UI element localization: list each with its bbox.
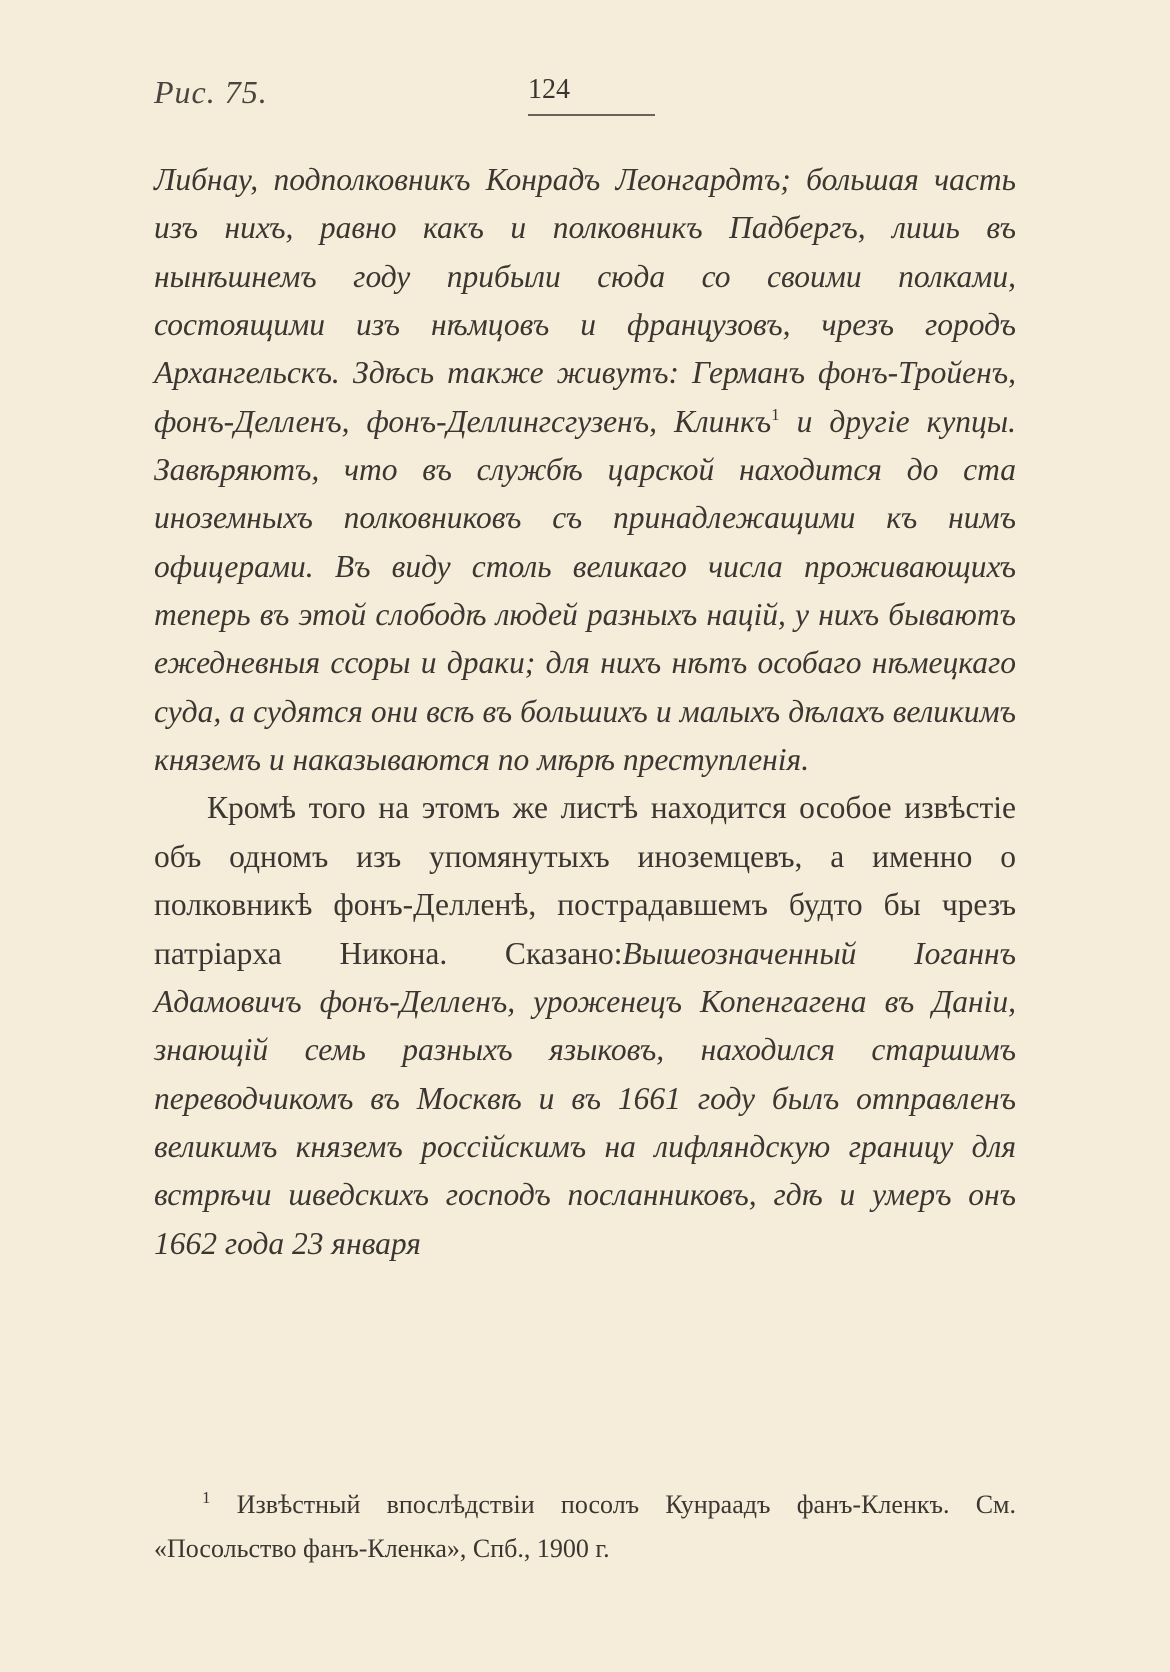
footnote-reference: 1 bbox=[771, 404, 780, 424]
page-number-rule bbox=[528, 114, 655, 116]
footnote-text: Извѣстный впослѣдствіи посолъ Кунраадъ фанъ-Кленкъ. См. «Посольство фанъ-Кленка», Спб., 1900 г. bbox=[154, 1490, 1016, 1563]
paragraph-1-part-2: и другіе купцы. Завѣряютъ, что въ службѣ царской находится до ста иноземныхъ полковниковъ съ принадлежащими къ нимъ офицерами. Въ виду столь великаго числа проживающихъ теперь въ этой слободѣ людей разныхъ націй, у нихъ бываютъ ежедневныя ссоры и драки; для нихъ нѣтъ особаго нѣмецкаго суда, а судятся они всѣ въ большихъ и малыхъ дѣлахъ великимъ княземъ и наказываются по мѣрѣ преступленія. bbox=[154, 403, 1017, 778]
paragraph-2-text: Кромѣ того на этомъ же листѣ находится особое извѣстіе объ одномъ изъ упомянутыхъ иноземцевъ, а именно о полковникѣ фонъ-Делленѣ, пострадавшемъ будто бы чрезъ патріарха Никона. Сказано: bbox=[154, 790, 1016, 971]
paragraph-1 bbox=[154, 156, 1016, 784]
footnote bbox=[154, 1483, 1016, 1571]
figure-reference: Рис. 75. bbox=[154, 74, 268, 110]
paragraph-2 bbox=[154, 784, 1016, 1267]
page-header bbox=[154, 74, 1016, 124]
paragraph-1-part-1: Либнау, подполковникъ Конрадъ Леонгардтъ; большая часть изъ нихъ, равно какъ и полковникъ Падбергъ, лишь въ нынѣшнемъ году прибыли сюда со своими полками, состоящими изъ нѣмцовъ и французовъ, чрезъ городъ Архангельскъ. Здѣсь также живутъ: Германъ фонъ-Тройенъ, фонъ-Делленъ, фонъ-Деллингсгузенъ, Клинкъ bbox=[154, 162, 1016, 439]
body-text bbox=[154, 156, 1016, 1268]
paragraph-2-quote: Вышеозначенный Іоганнъ Адамовичъ фонъ-Делленъ, уроженецъ Копенгагена въ Даніи, знающій семь разныхъ языковъ, находился старшимъ переводчикомъ въ Москвѣ и въ 1661 году былъ отправленъ великимъ княземъ россійскимъ на лифляндскую границу для встрѣчи шведскихъ господъ посланниковъ, гдѣ и умеръ онъ 1662 года 23 января bbox=[154, 935, 1016, 1261]
page-number: 124 bbox=[528, 74, 570, 105]
footnote-mark: 1 bbox=[202, 1488, 211, 1507]
